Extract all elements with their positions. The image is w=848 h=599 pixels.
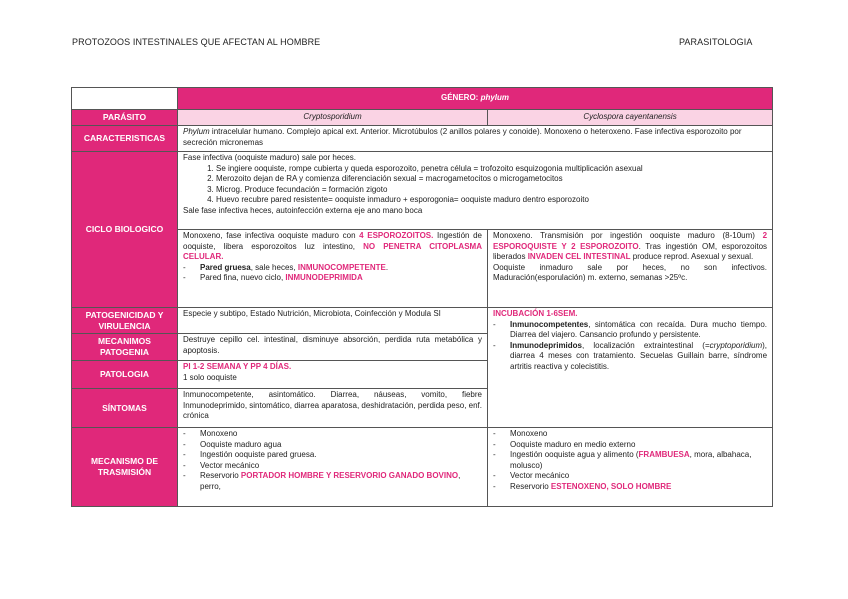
patologia-label: PATOLOGIA xyxy=(72,361,178,389)
ciclo-cryptosporidium: Monoxeno, fase infectiva ooquiste maduro con 4 ESPOROZOITOS. Ingestión de ooquiste, libera esporozoitos luz intestino, NO PENETRA CITOPLASMA CELULAR. - Pared gruesa, sale heces, INMUNOCOMPETENTE. - Pared fina, nuevo ciclo, INMUNODEPRIMIDA xyxy=(178,230,488,308)
protozoa-table xyxy=(71,87,773,507)
ciclo-general: Fase infectiva (ooquiste maduro) sale por heces. 1. Se ingiere ooquiste, rompe cubierta y queda esporozoito, penetra célula = trofozoito esquizogonia multiplicación asexual 2. Merozoito dejan de RA y comienza diferenciación sexual = macrogametocitos o microgametocitos 3. Microg. Produce fecundación = formación zigoto 4. Huevo recubre pared resistente= ooquiste inmaduro + esporogonia= ooquiste maduro dentro esporozoito Sale fase infectiva heces, autoinfección externa eje ano mano boca xyxy=(178,152,773,230)
patologia-text: PI 1-2 SEMANA Y PP 4 DÍAS. 1 solo ooquiste xyxy=(178,361,488,389)
parasito-label: PARÁSITO xyxy=(72,110,178,126)
ciclo-label: CICLO BIOLOGICO xyxy=(72,152,178,308)
cyclospora-clinical: INCUBACIÓN 1-6SEM. - Inmunocompetentes, sintomática con recaída. Dura mucho tiempo. Diarrea del viajero. Cansancio profundo y persistente. - Inmunodeprimidos, localización extraintestinal (=cryptoporidium), diarrea 4 meses con tratamiento. Secuelas Guillain barre, síndrome artritis reactiva y colecistitis. xyxy=(488,308,773,428)
col-cyclospora: Cyclospora cayentanensis xyxy=(488,110,773,126)
sintomas-text: Inmunocompetente, asintomático. Diarrea, náuseas, vomito, fiebre Inmunodeprimido, sintomático, diarrea aparatosa, deshidratación, perdida peso, enf. crónica xyxy=(178,389,488,428)
ciclo-cyclospora: Monoxeno. Transmisión por ingestión ooquiste maduro (8-10um) 2 ESPOROQUISTE Y 2 ESPOROZOITO. Tras ingestión OM, esporozoitos liberados INVADEN CEL INTESTINAL produce reprod. Asexual y sexual. Ooquiste inmaduro sale por heces, no son infectivos. Maduración(esporulación) m. externo, semanas >25ºc. xyxy=(488,230,773,308)
patogenicidad-label: PATOGENICIDAD Y VIRULENCIA xyxy=(72,308,178,334)
blank-corner xyxy=(72,88,178,110)
mecanismos-text: Destruye cepillo cel. intestinal, disminuye absorción, perdida ruta metabólica y apoptosis. xyxy=(178,334,488,361)
subject-label: PARASITOLOGIA xyxy=(679,37,753,47)
caracteristicas-label: CARACTERISTICAS xyxy=(72,126,178,152)
mecanismos-label: MECANIMOS PATOGENIA xyxy=(72,334,178,361)
transmision-cryptosporidium: - Monoxeno - Ooquiste maduro agua - Ingestión ooquiste pared gruesa. - Vector mecánico - Reservorio PORTADOR HOMBRE Y RESERVORIO GANADO BOVINO, perro, xyxy=(178,428,488,507)
sintomas-label: SÍNTOMAS xyxy=(72,389,178,428)
caracteristicas-text: Phylum intracelular humano. Complejo apical ext. Anterior. Microtúbulos (2 anillos polares y conoide). Monoxeno o heteroxeno. Fase infectiva esporozoito por secreción micronemas xyxy=(178,126,773,152)
document-title: PROTOZOOS INTESTINALES QUE AFECTAN AL HOMBRE xyxy=(72,37,321,47)
col-cryptosporidium: Cryptosporidium xyxy=(178,110,488,126)
patogenicidad-text: Especie y subtipo, Estado Nutrición, Microbiota, Coinfección y Modula SI xyxy=(178,308,488,334)
transmision-cyclospora: - Monoxeno - Ooquiste maduro en medio externo - Ingestión ooquiste agua y alimento (FRAMBUESA, mora, albahaca, molusco) - Vector mecánico - Reservorio ESTENOXENO, SOLO HOMBRE xyxy=(488,428,773,507)
genero-header: GÉNERO: phylum xyxy=(178,88,773,110)
transmision-label: MECANISMO DE TRASMISIÓN xyxy=(72,428,178,507)
